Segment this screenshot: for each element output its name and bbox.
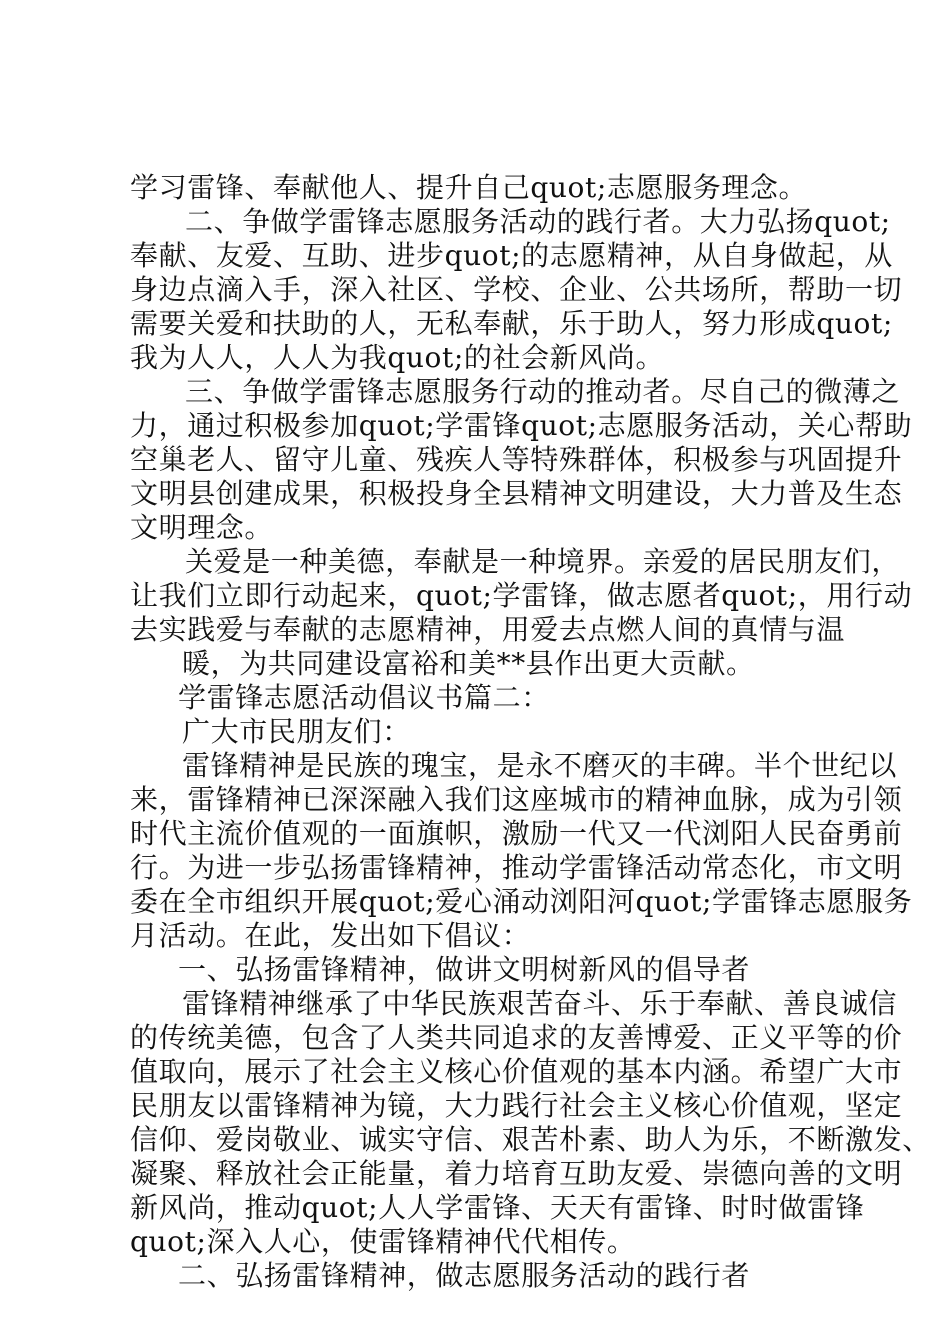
text-line: 奉献、友爱、互助、进步quot;的志愿精神，从自身做起，从 — [130, 239, 893, 272]
text-line: 暖，为共同建设富裕和美**县作出更大贡献。 — [182, 647, 755, 680]
text-line: 一、弘扬雷锋精神，做讲文明树新风的倡导者 — [178, 953, 751, 986]
text-line: 三、争做学雷锋志愿服务行动的推动者。尽自己的微薄之 — [185, 375, 901, 408]
text-line: 力，通过积极参加quot;学雷锋quot;志愿服务活动，关心帮助 — [130, 409, 913, 442]
text-line: 民朋友以雷锋精神为镜，大力践行社会主义核心价值观，坚定 — [130, 1089, 903, 1122]
text-line: quot;深入人心，使雷锋精神代代相传。 — [130, 1225, 636, 1258]
text-line: 空巢老人、留守儿童、残疾人等特殊群体，积极参与巩固提升 — [130, 443, 903, 476]
text-line: 月活动。在此，发出如下倡议： — [130, 919, 531, 952]
text-line: 新风尚，推动quot;人人学雷锋、天天有雷锋、时时做雷锋 — [130, 1191, 865, 1224]
text-line: 时代主流价值观的一面旗帜，激励一代又一代浏阳人民奋勇前 — [130, 817, 903, 850]
text-line: 文明县创建成果，积极投身全县精神文明建设，大力普及生态 — [130, 477, 903, 510]
text-line: 学习雷锋、奉献他人、提升自己quot;志愿服务理念。 — [130, 171, 808, 204]
text-line: 文明理念。 — [130, 511, 274, 544]
text-line: 让我们立即行动起来，quot;学雷锋，做志愿者quot;，用行动 — [130, 579, 913, 612]
text-line: 来，雷锋精神已深深融入我们这座城市的精神血脉，成为引领 — [130, 783, 903, 816]
text-line: 需要关爱和扶助的人，无私奉献，乐于助人，努力形成quot; — [130, 307, 893, 340]
salutation: 广大市民朋友们： — [182, 715, 411, 748]
text-line: 身边点滴入手，深入社区、学校、企业、公共场所，帮助一切 — [130, 273, 903, 306]
text-line: 信仰、爱岗敬业、诚实守信、艰苦朴素、助人为乐，不断激发、 — [130, 1123, 931, 1156]
text-line: 二、争做学雷锋志愿服务活动的践行者。大力弘扬quot; — [185, 205, 891, 238]
text-line: 凝聚、释放社会正能量，着力培育互助友爱、崇德向善的文明 — [130, 1157, 903, 1190]
text-line: 去实践爱与奉献的志愿精神，用爱去点燃人间的真情与温 — [130, 613, 846, 646]
text-line: 值取向，展示了社会主义核心价值观的基本内涵。希望广大市 — [130, 1055, 903, 1088]
text-line: 雷锋精神继承了中华民族艰苦奋斗、乐于奉献、善良诚信 — [182, 987, 898, 1020]
text-line: 关爱是一种美德，奉献是一种境界。亲爱的居民朋友们， — [185, 545, 901, 578]
text-line: 二、弘扬雷锋精神，做志愿服务活动的践行者 — [178, 1259, 751, 1292]
text-line: 雷锋精神是民族的瑰宝，是永不磨灭的丰碑。半个世纪以 — [182, 749, 898, 782]
text-line: 的传统美德，包含了人类共同追求的友善博爱、正义平等的价 — [130, 1021, 903, 1054]
section-heading: 学雷锋志愿活动倡议书篇二： — [178, 681, 550, 714]
text-line: 我为人人，人人为我quot;的社会新风尚。 — [130, 341, 665, 374]
text-line: 委在全市组织开展quot;爱心涌动浏阳河quot;学雷锋志愿服务 — [130, 885, 913, 918]
text-line: 行。为进一步弘扬雷锋精神，推动学雷锋活动常态化，市文明 — [130, 851, 903, 884]
